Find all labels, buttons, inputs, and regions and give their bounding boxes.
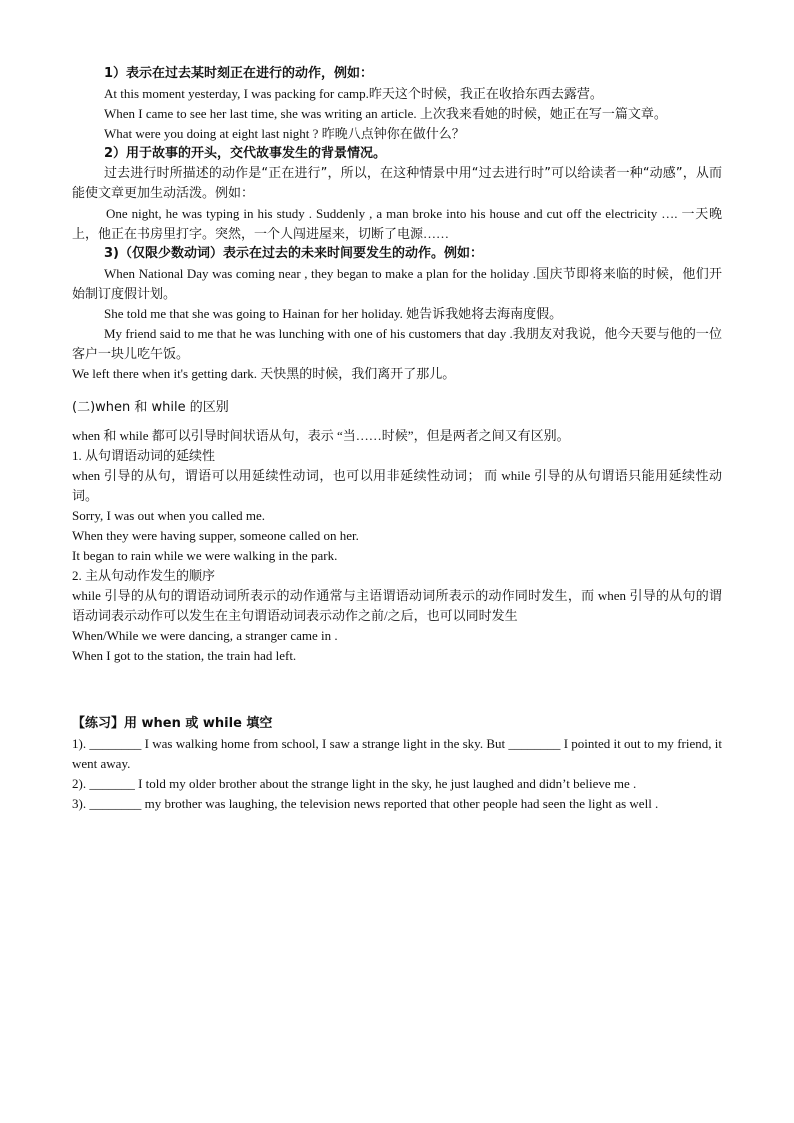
example-sentence: Sorry, I was out when you called me. [72, 508, 266, 523]
point-heading-1: 1. 从句谓语动词的延续性 [72, 448, 216, 463]
example-sentence: My friend said to me that he was lunching with one of his customers that day .我朋友对我说，他今天要与他的一位客户一块儿吃午饭。 [72, 326, 722, 361]
practice-question-1: 1). ________ I was walking home from school, I saw a strange light in the sky. But ________ I pointed it out to my friend, it went away. [72, 736, 722, 771]
example-sentence: At this moment yesterday, I was packing for camp.昨天这个时候，我正在收拾东西去露营。 [104, 86, 603, 101]
example-sentence: When/While we were dancing, a stranger came in . [72, 628, 338, 643]
intro-paragraph: when 和 while 都可以引导时间状语从句，表示 “当……时候”，但是两者之间又有区别。 [72, 428, 570, 443]
example-sentence: When National Day was coming near , they began to make a plan for the holiday .国庆节即将来临的时候，他们开始制订度假计划。 [72, 266, 722, 301]
heading-usage-2: 2）用于故事的开头，交代故事发生的背景情况。 [104, 146, 387, 161]
point-heading-2: 2. 主从句动作发生的顺序 [72, 568, 216, 583]
example-sentence: It began to rain while we were walking in the park. [72, 548, 338, 563]
explanation-paragraph: 过去进行时所描述的动作是“正在进行”，所以，在这种情景中用“过去进行时”可以给读者一种“动感”，从而能使文章更加生动活泼。例如： [72, 166, 722, 201]
practice-title: 【练习】用 when 或 while 填空 [72, 716, 273, 731]
example-sentence: When I got to the station, the train had left. [72, 648, 297, 663]
example-sentence: When I came to see her last time, she was writing an article. 上次我来看她的时候，她正在写一篇文章。 [104, 106, 667, 121]
example-sentence: When they were having supper, someone called on her. [72, 528, 359, 543]
practice-question-3: 3). ________ my brother was laughing, the television news reported that other people had seen the light as well . [72, 796, 659, 811]
practice-question-2: 2). _______ I told my older brother about the strange light in the sky, he just laughed and didn’t believe me . [72, 776, 637, 791]
heading-usage-3: 3)（仅限少数动词）表示在过去的未来时间要发生的动作。例如： [104, 246, 483, 261]
section-title-when-while: (二)when 和 while 的区别 [72, 400, 229, 415]
example-sentence: We left there when it's getting dark. 天快黑的时候，我们离开了那儿。 [72, 366, 456, 381]
example-sentence: She told me that she was going to Hainan for her holiday. 她告诉我她将去海南度假。 [104, 306, 563, 321]
heading-usage-1: 1）表示在过去某时刻正在进行的动作，例如： [104, 66, 374, 81]
example-sentence: What were you doing at eight last night ? 昨晚八点钟你在做什么？ [104, 126, 465, 141]
example-sentence: One night, he was typing in his study . Suddenly , a man broke into his house and cut off the electricity …. 一天晚上，他正在书房里打字。突然，一个人闯进屋来，切断了电源…… [72, 206, 722, 241]
point-text-2: while 引导的从句的谓语动词所表示的动作通常与主语谓语动词所表示的动作同时发生，而 when 引导的从句的谓语动词表示动作可以发生在主句谓语动词表示动作之前/之后，也可以同时发生 [72, 588, 722, 623]
document-content [72, 64, 722, 814]
point-text-1: when 引导的从句，谓语可以用延续性动词，也可以用非延续性动词； 而 while 引导的从句谓语只能用延续性动词。 [72, 468, 722, 503]
